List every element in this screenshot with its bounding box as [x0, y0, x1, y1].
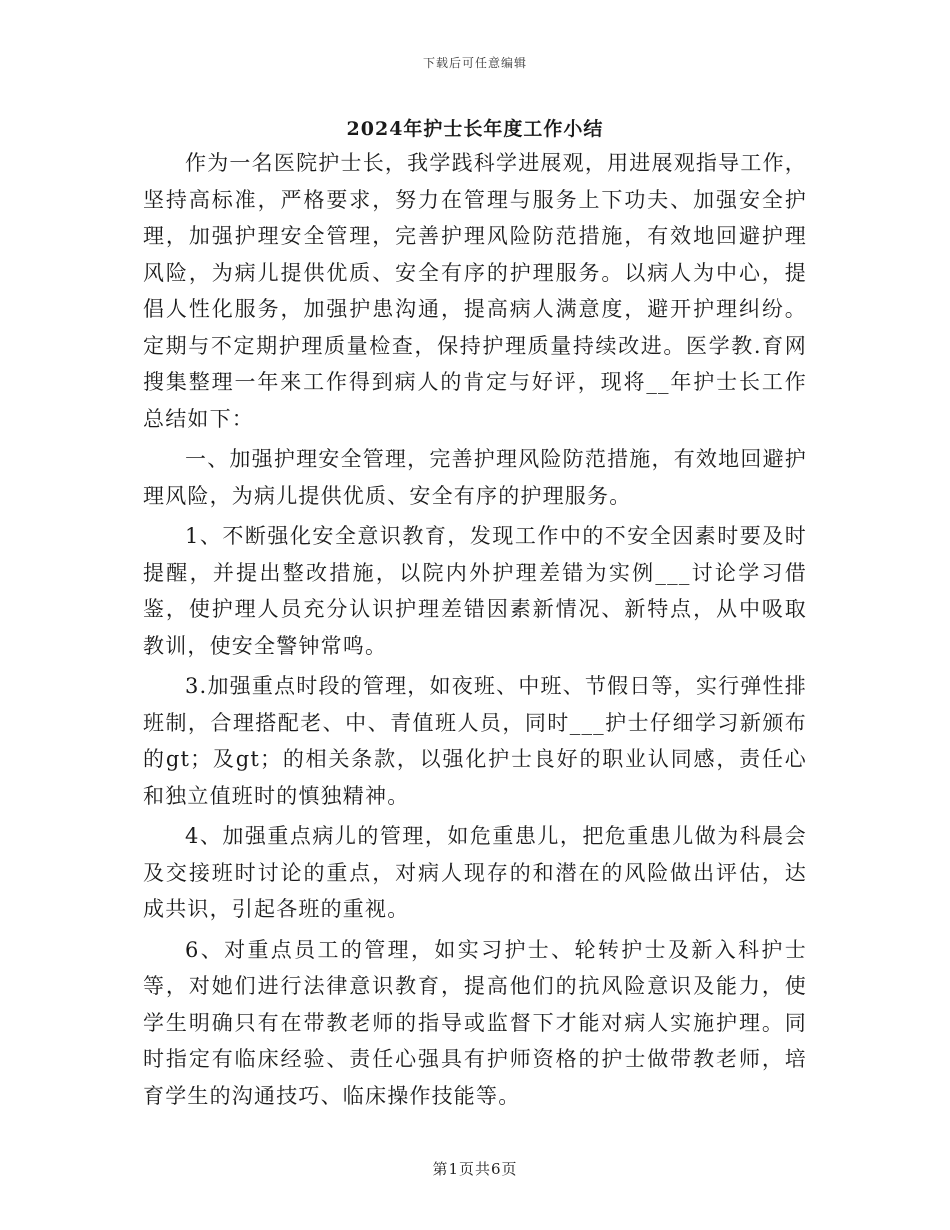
document-body [143, 145, 807, 1118]
paragraph-item-4: 4、加强重点病儿的管理，如危重患儿，把危重患儿做为科晨会及交接班时讨论的重点，对病人现存的和潜在的风险做出评估，达成共识，引起各班的重视。 [143, 824, 807, 921]
paragraph-section-one: 一、加强护理安全管理，完善护理风险防范措施，有效地回避护理风险，为病儿提供优质、安全有序的护理服务。 [143, 447, 807, 508]
paragraph-item-6: 6、对重点员工的管理，如实习护士、轮转护士及新入科护士等，对她们进行法律意识教育，提高他们的抗风险意识及能力，使学生明确只有在带教老师的指导或监督下才能对病人实施护理。同时指定有临床经验、责任心强具有护师资格的护士做带教老师，培育学生的沟通技巧、临床操作技能等。 [143, 937, 807, 1108]
document-title: 2024年护士长年度工作小结 [346, 118, 604, 140]
paragraph-item-3: 3.加强重点时段的管理，如夜班、中班、节假日等，实行弹性排班制，合理搭配老、中、青值班人员，同时___护士仔细学习新颁布的gt；及gt；的相关条款，以强化护士良好的职业认同感，责任心和独立值班时的慎独精神。 [143, 674, 807, 808]
paragraph-item-1: 1、不断强化安全意识教育，发现工作中的不安全因素时要及时提醒，并提出整改措施，以院内外护理差错为实例___讨论学习借鉴，使护理人员充分认识护理差错因素新情况、新特点，从中吸取教训，使安全警钟常鸣。 [143, 524, 807, 658]
page-indicator: 第1页共6页 [432, 1160, 518, 1178]
page-header-note: 下载后可任意编辑 [422, 56, 527, 70]
paragraph-intro: 作为一名医院护士长，我学践科学进展观，用进展观指导工作，坚持高标准，严格要求，努力在管理与服务上下功夫、加强安全护理，加强护理安全管理，完善护理风险防范措施，有效地回避护理风险，为病儿提供优质、安全有序的护理服务。以病人为中心，提倡人性化服务，加强护患沟通，提高病人满意度，避开护理纠纷。定期与不定期护理质量检查，保持护理质量持续改进。医学教.育网搜集整理一年来工作得到病人的肯定与好评，现将__年护士长工作总结如下： [143, 151, 807, 431]
